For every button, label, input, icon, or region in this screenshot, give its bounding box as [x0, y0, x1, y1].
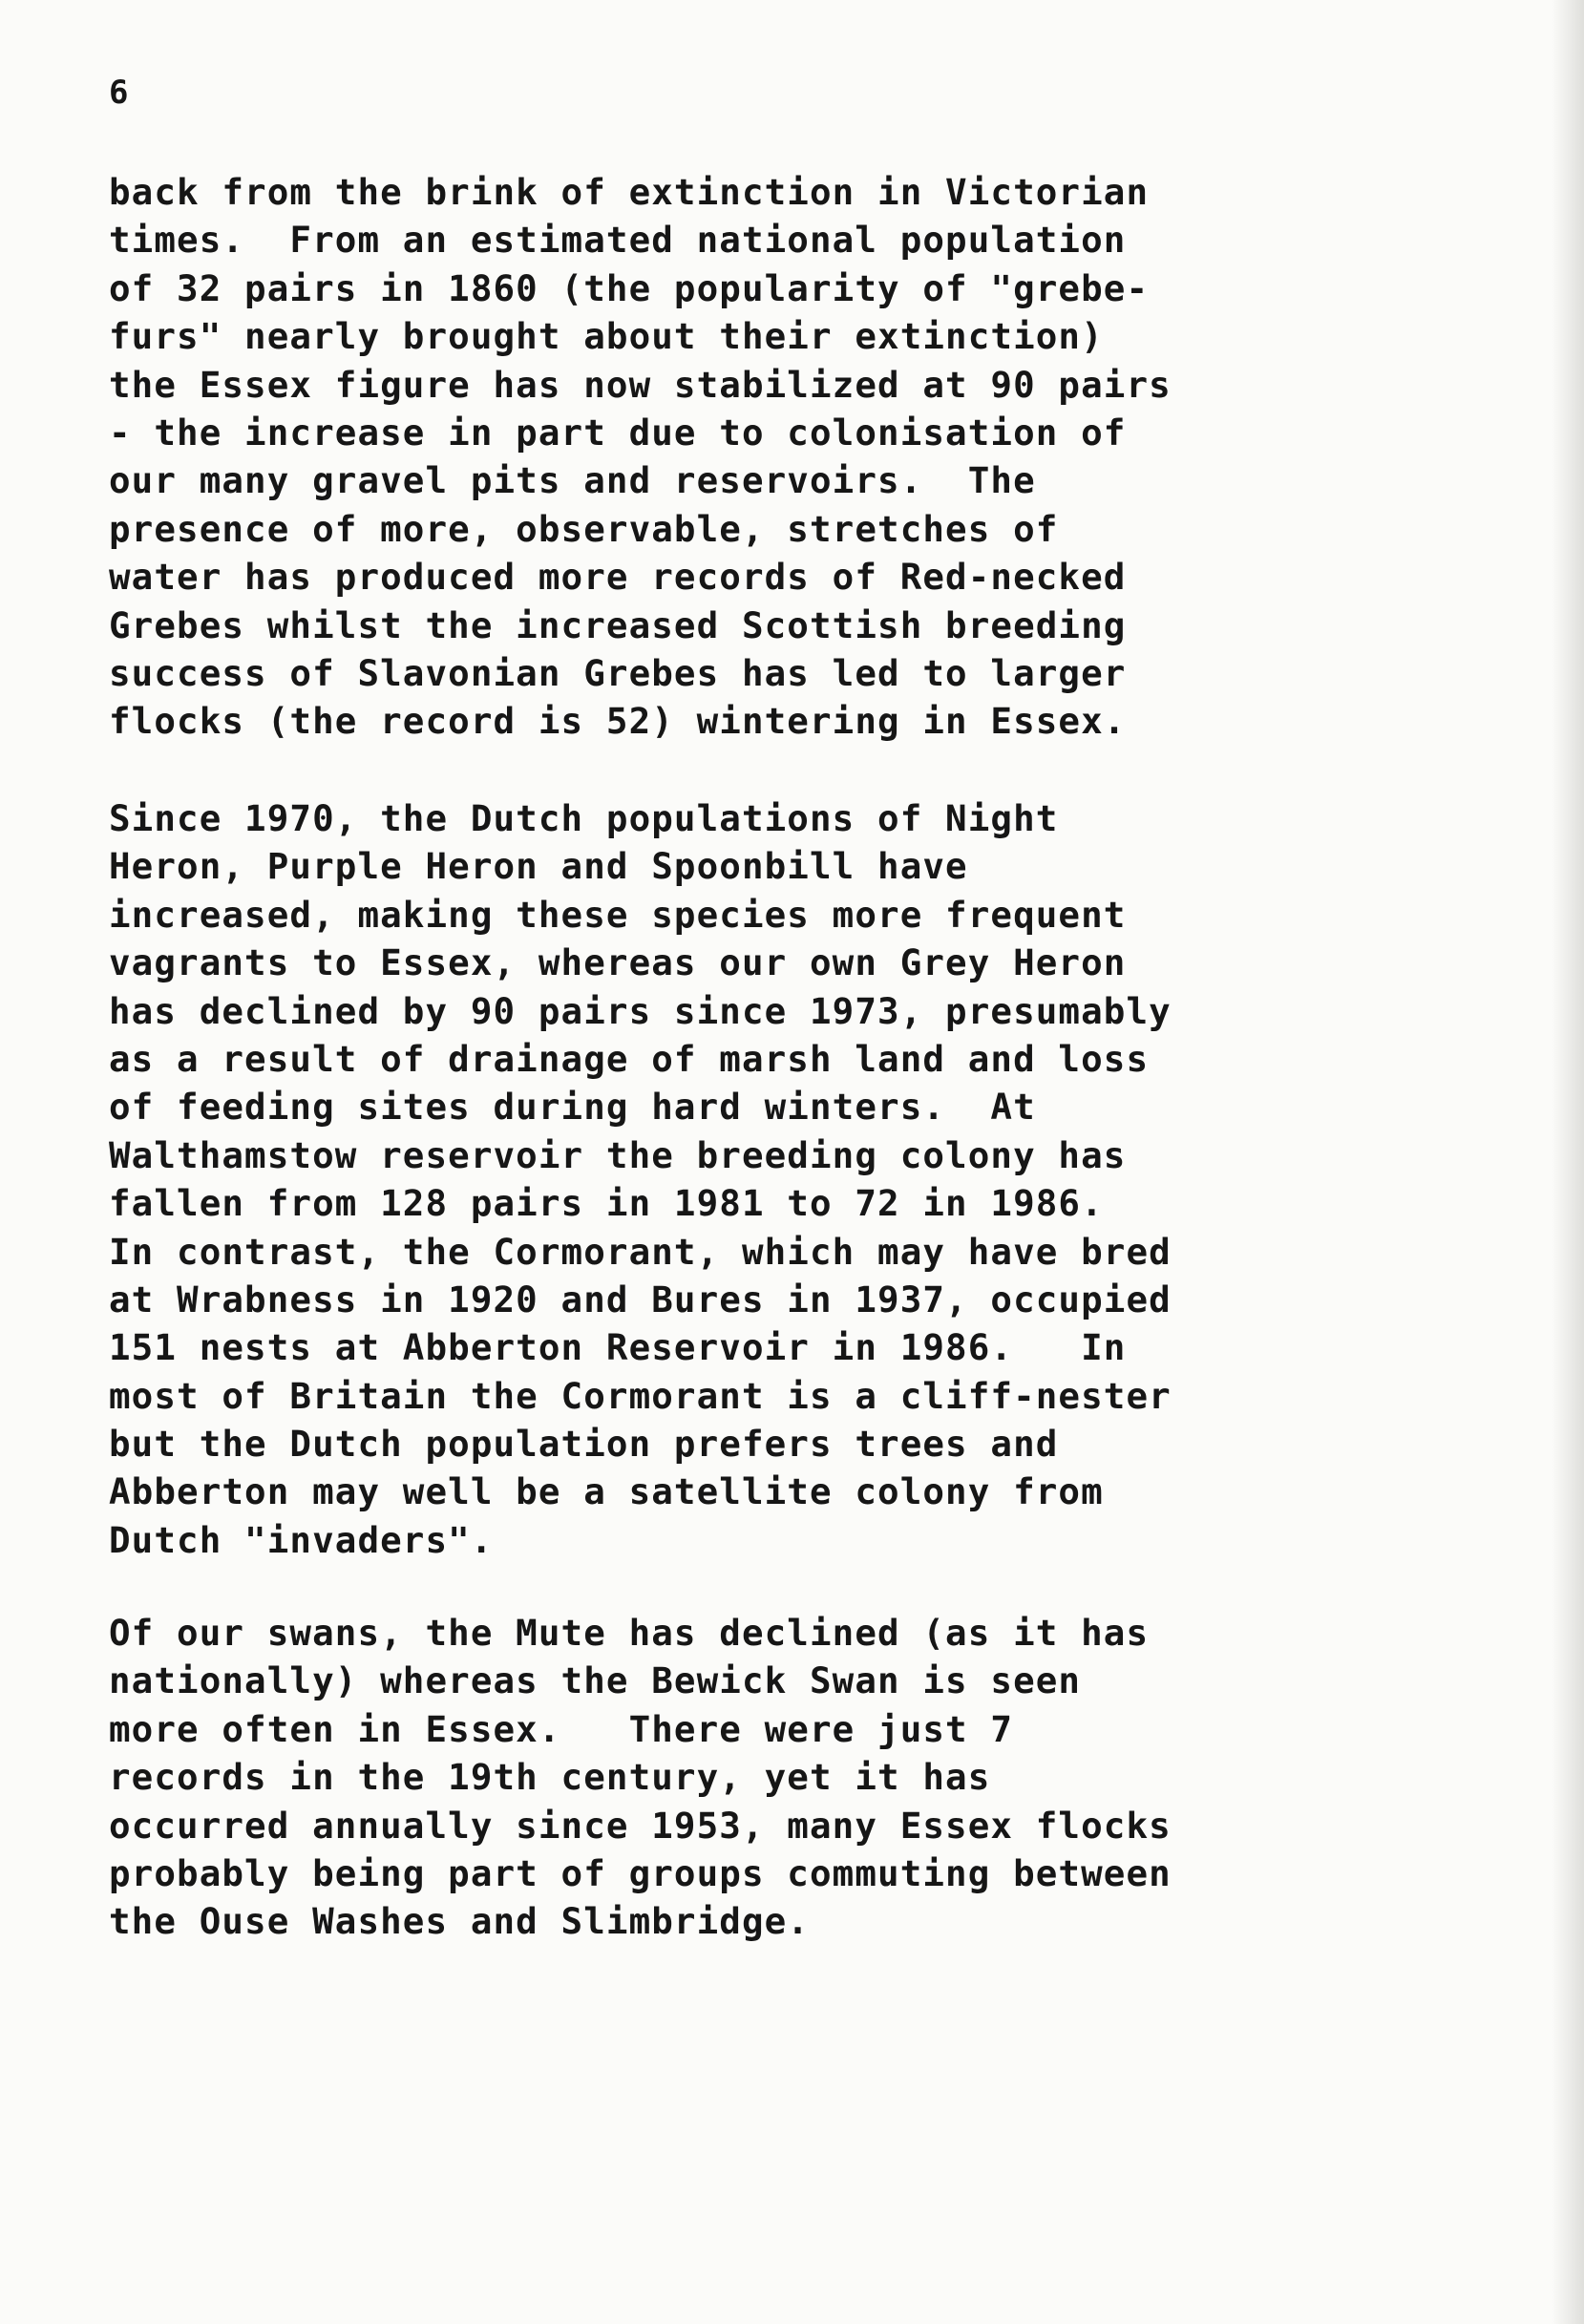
text-line: - the increase in part due to colonisation of [109, 411, 1127, 454]
text-line: 151 nests at Abberton Reservoir in 1986. In [109, 1326, 1127, 1369]
text-line: success of Slavonian Grebes has led to larger [109, 651, 1127, 694]
text-line: increased, making these species more frequent [109, 893, 1127, 936]
text-line: has declined by 90 pairs since 1973, presumably [109, 989, 1172, 1032]
text-line: In contrast, the Cormorant, which may have bred [109, 1230, 1172, 1273]
text-line: back from the brink of extinction in Victorian [109, 171, 1150, 213]
text-line: Of our swans, the Mute has declined (as it has [109, 1612, 1150, 1654]
paragraph-grebes [109, 168, 1541, 746]
text-line: times. From an estimated national population [109, 219, 1127, 262]
text-line: furs" nearly brought about their extinction) [109, 315, 1104, 358]
text-line: our many gravel pits and reservoirs. The [109, 459, 1036, 502]
text-line: Grebes whilst the increased Scottish breeding [109, 603, 1127, 646]
paragraph-herons-cormorants [109, 794, 1541, 1564]
text-line: fallen from 128 pairs in 1981 to 72 in 1986. [109, 1182, 1104, 1225]
text-line: nationally) whereas the Bewick Swan is seen [109, 1659, 1082, 1702]
text-line: flocks (the record is 52) wintering in Essex. [109, 700, 1127, 743]
text-line: probably being part of groups commuting between [109, 1851, 1172, 1894]
text-line: water has produced more records of Red-necked [109, 556, 1127, 599]
page-edge-shadow [1552, 0, 1584, 2324]
text-line: as a result of drainage of marsh land and loss [109, 1037, 1150, 1080]
text-line: presence of more, observable, stretches of [109, 507, 1059, 550]
text-line: vagrants to Essex, whereas our own Grey Heron [109, 941, 1127, 984]
text-line: the Ouse Washes and Slimbridge. [109, 1900, 810, 1943]
text-line: Abberton may well be a satellite colony from [109, 1470, 1104, 1513]
text-line: of 32 pairs in 1860 (the popularity of "grebe- [109, 266, 1150, 309]
text-line: Dutch "invaders". [109, 1518, 494, 1561]
text-line: Heron, Purple Heron and Spoonbill have [109, 845, 968, 888]
text-line: occurred annually since 1953, many Essex flocks [109, 1804, 1172, 1847]
text-line: of feeding sites during hard winters. At [109, 1086, 1036, 1129]
text-line: at Wrabness in 1920 and Bures in 1937, occupied [109, 1278, 1172, 1320]
text-line: more often in Essex. There were just 7 [109, 1707, 1014, 1750]
text-line: but the Dutch population prefers trees and [109, 1423, 1059, 1466]
text-line: the Essex figure has now stabilized at 90 pairs [109, 363, 1172, 406]
text-line: records in the 19th century, yet it has [109, 1756, 991, 1799]
text-line: Walthamstow reservoir the breeding colony has [109, 1133, 1127, 1176]
text-line: Since 1970, the Dutch populations of Night [109, 797, 1059, 839]
page-number: 6 [109, 74, 129, 112]
paragraph-swans [109, 1609, 1541, 1946]
text-line: most of Britain the Cormorant is a cliff-nester [109, 1374, 1172, 1417]
